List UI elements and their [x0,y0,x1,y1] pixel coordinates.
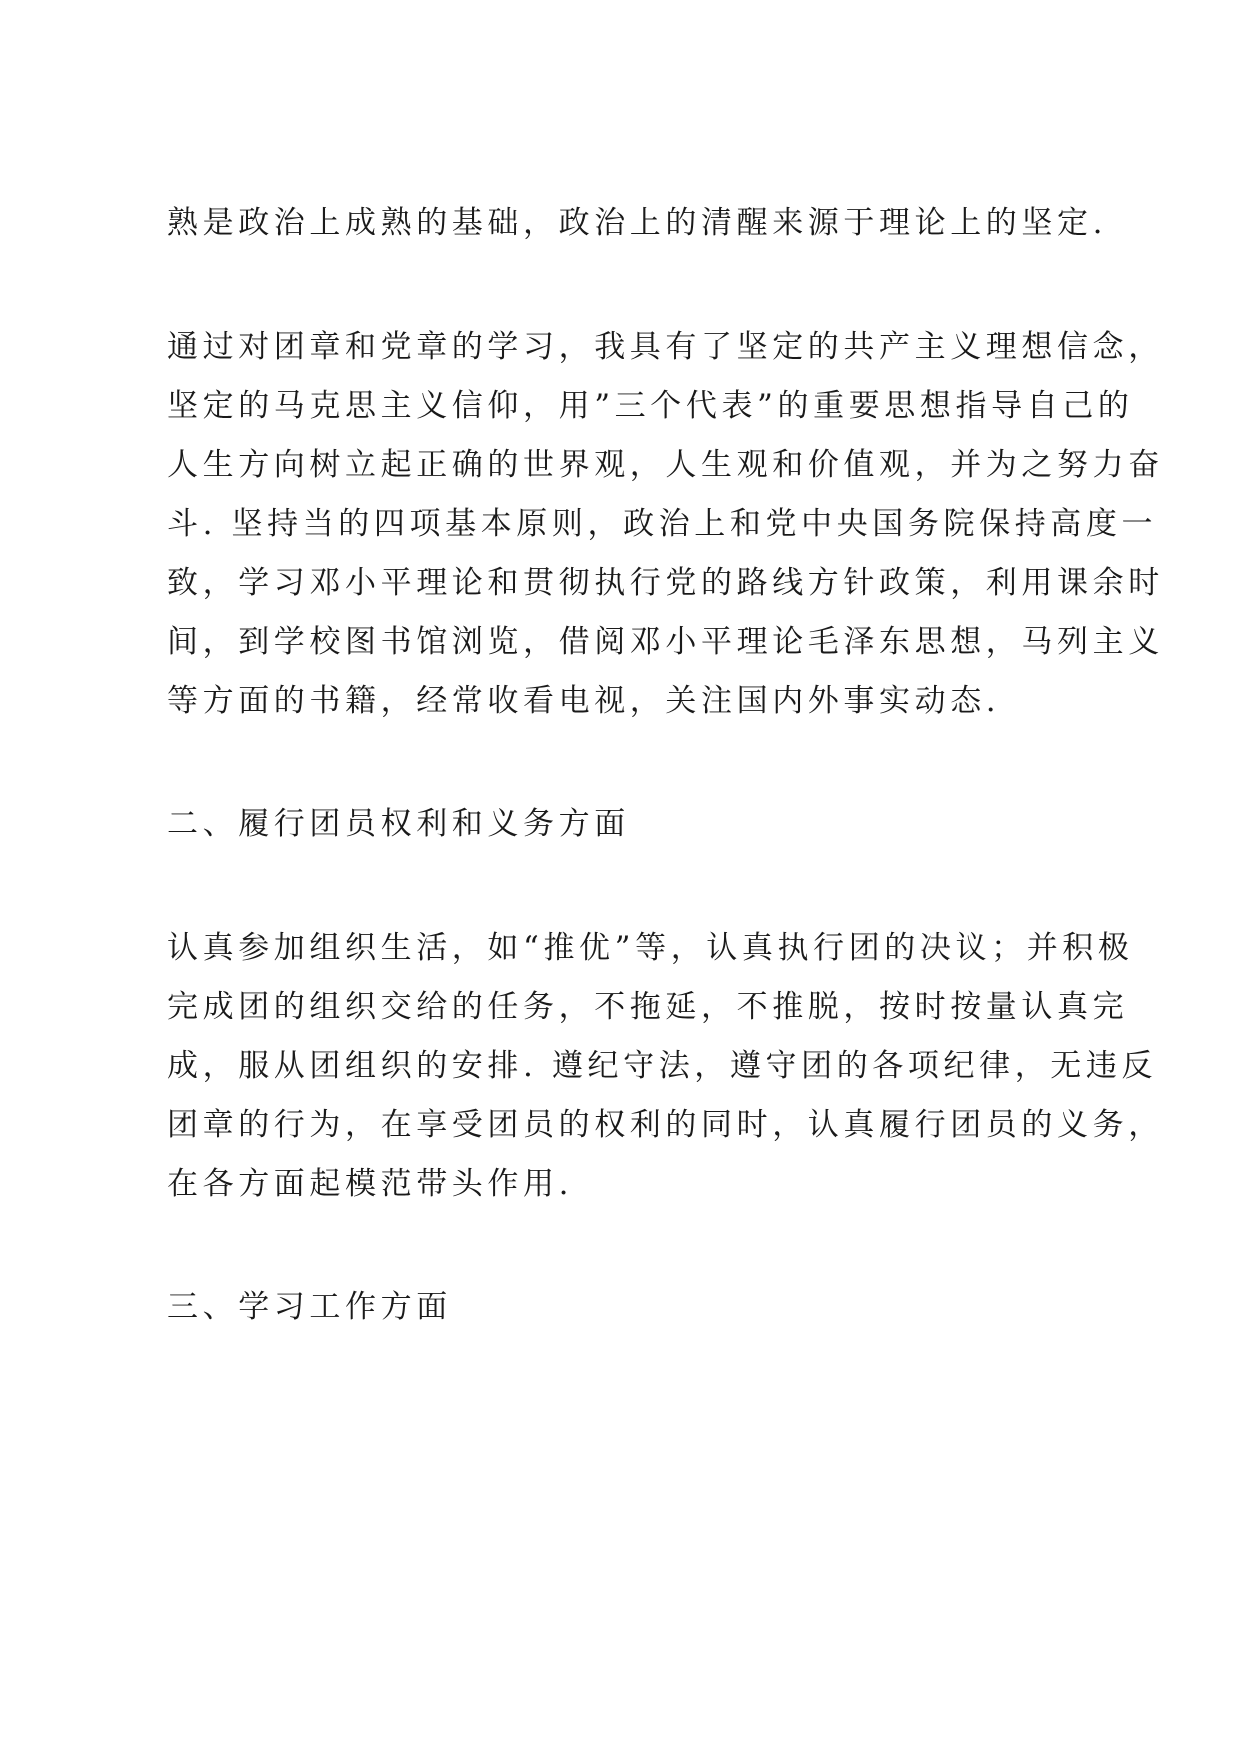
paragraph-1-line-2: 坚定的马克思主义信仰，用”三个代表”的重要思想指导自己的 [167,388,1134,424]
paragraph-1-line-7: 等方面的书籍，经常收看电视，关注国内外事实动态. [167,683,1001,719]
paragraph-1-line-6: 间，到学校图书馆浏览，借阅邓小平理论毛泽东思想，马列主义 [167,624,1164,660]
paragraph-2-line-5: 在各方面起模范带头作用. [167,1166,574,1202]
paragraph-2-line-2: 完成团的组织交给的任务，不拖延，不推脱，按时按量认真完 [167,989,1129,1025]
paragraph-2-line-4: 团章的行为，在享受团员的权利的同时，认真履行团员的义务， [167,1107,1164,1143]
paragraph-1-line-5: 致，学习邓小平理论和贯彻执行党的路线方针政策，利用课余时 [167,565,1164,601]
paragraph-1-line-4: 斗. 坚持当的四项基本原则，政治上和党中央国务院保持高度一 [167,506,1158,542]
section-heading-3: 三、学习工作方面 [167,1289,452,1325]
intro-fragment-line: 熟是政治上成熟的基础，政治上的清醒来源于理论上的坚定. [167,205,1108,241]
paragraph-1-line-3: 人生方向树立起正确的世界观，人生观和价值观，并为之努力奋 [167,447,1164,483]
paragraph-2-line-3: 成，服从团组织的安排. 遵纪守法，遵守团的各项纪律，无违反 [167,1048,1158,1084]
section-heading-2: 二、履行团员权利和义务方面 [167,806,630,842]
paragraph-1-line-1: 通过对团章和党章的学习，我具有了坚定的共产主义理想信念， [167,329,1164,365]
paragraph-2-line-1: 认真参加组织生活，如“推优”等，认真执行团的决议；并积极 [167,930,1134,966]
